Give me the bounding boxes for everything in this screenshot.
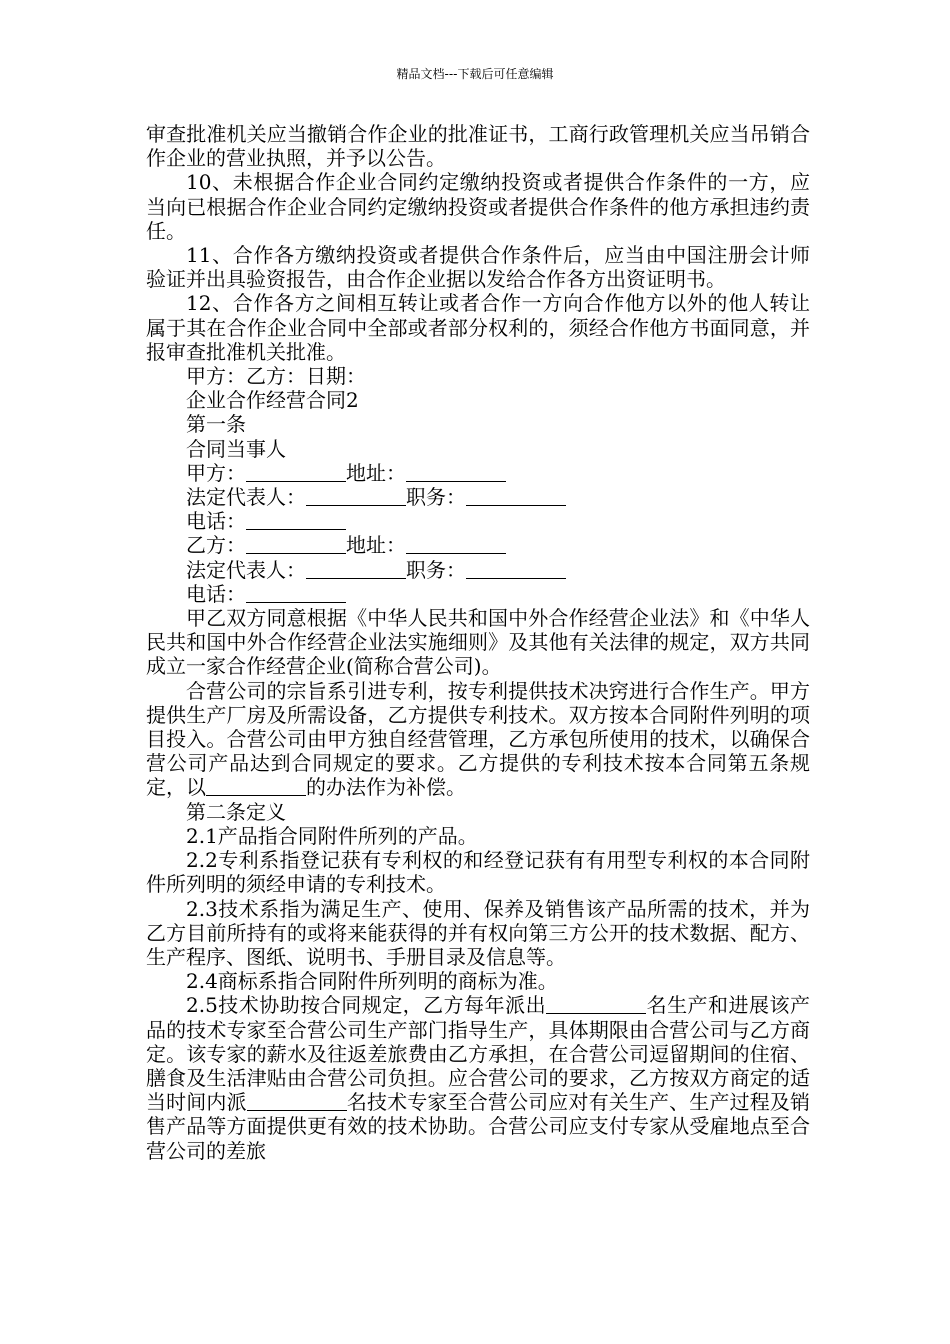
parties-heading: 合同当事人 <box>186 436 286 461</box>
definition-2-5-part2: 名生产和进展该产品的技术专家至合营公司生产部门指导生产，具体期限由合营公司与乙方商定。该专家的薪水及往返差旅费由乙方承担，在合营公司逗留期间的住宿、膳食及生活津贴由合营公司负担。应合营公司的要求，乙方按双方商定的适当时间内派 <box>146 993 810 1115</box>
clause-10: 10、未根据合作企业合同约定缴纳投资或者提供合作条件的一方，应当向已根据合作企业合同约定缴纳投资或者提供合作条件的他方承担违约责任。 <box>146 170 810 243</box>
company-purpose-tail: 的办法作为补偿。 <box>306 775 466 800</box>
definition-2-3: 2.3技术系指为满足生产、使用、保养及销售该产品所需的技术，并为乙方目前所持有的或将来能获得的并有权向第三方公开的技术数据、配方、生产程序、图纸、说明书、手册目录及信息等。 <box>146 896 810 969</box>
party-b-rep-blank[interactable] <box>306 558 406 579</box>
phone-label: 电话： <box>186 509 246 534</box>
signature-line: 甲方：乙方：日期： <box>186 364 366 389</box>
definition-2-4: 2.4商标系指合同附件所列明的商标为准。 <box>186 969 558 994</box>
party-a-blank[interactable] <box>246 461 346 482</box>
party-a-rep-blank[interactable] <box>306 485 406 506</box>
article-2-heading: 第二条定义 <box>186 799 286 824</box>
party-b-blank[interactable] <box>246 533 346 554</box>
party-a-label: 甲方： <box>186 460 246 485</box>
legal-rep-label: 法定代表人： <box>186 485 306 510</box>
party-b-rep-line <box>146 558 810 582</box>
party-b-position-blank[interactable] <box>466 558 566 579</box>
party-b-address-blank[interactable] <box>406 533 506 554</box>
party-a-phone-line <box>146 509 810 533</box>
party-a-position-blank[interactable] <box>466 485 566 506</box>
party-a-line <box>146 461 810 485</box>
legal-rep-label: 法定代表人： <box>186 557 306 582</box>
compensation-blank[interactable] <box>206 775 306 796</box>
clause-12: 12、合作各方之间相互转让或者合作一方向合作他方以外的他人转让属于其在合作企业合同中全部或者部分权利的，须经合作他方书面同意，并报审查批准机关批准。 <box>146 291 810 364</box>
definition-2-5-part1: 2.5技术协助按合同规定，乙方每年派出 <box>186 993 547 1018</box>
experts-count-blank[interactable] <box>546 993 646 1014</box>
definition-2-5 <box>146 993 810 1162</box>
company-purpose <box>146 679 810 800</box>
address-label: 地址： <box>346 460 406 485</box>
tech-experts-count-blank[interactable] <box>247 1090 347 1111</box>
article-1-heading: 第一条 <box>186 412 246 437</box>
address-label: 地址： <box>346 533 406 558</box>
paragraph-continuation: 审查批准机关应当撤销合作企业的批准证书，工商行政管理机关应当吊销合作企业的营业执照，并予以公告。 <box>146 122 810 171</box>
party-b-phone-blank[interactable] <box>246 582 346 603</box>
clause-11: 11、合作各方缴纳投资或者提供合作条件后，应当由中国注册会计师验证并出具验资报告，由合作企业据以发给合作各方出资证明书。 <box>146 243 810 292</box>
agreement-basis: 甲乙双方同意根据《中华人民共和国中外合作经营企业法》和《中华人民共和国中外合作经营企业法实施细则》及其他有关法律的规定，双方共同成立一家合作经营企业(简称合营公司)。 <box>146 606 810 679</box>
definition-2-5-part3: 名技术专家至合营公司应对有关生产、生产过程及销售产品等方面提供更有效的技术协助。合营公司应支付专家从受雇地点至合营公司的差旅 <box>146 1090 811 1163</box>
party-a-phone-blank[interactable] <box>246 509 346 530</box>
document-body <box>146 122 810 1163</box>
position-label: 职务： <box>406 557 466 582</box>
definition-2-1: 2.1产品指合同附件所列的产品。 <box>186 823 478 848</box>
page-header: 精品文档---下载后可任意编辑 <box>396 67 554 81</box>
definition-2-2: 2.2专利系指登记获有专利权的和经登记获有有用型专利权的本合同附件所列明的须经申请的专利技术。 <box>146 848 810 897</box>
party-b-phone-line <box>146 582 810 606</box>
party-a-rep-line <box>146 485 810 509</box>
phone-label: 电话： <box>186 581 246 606</box>
company-purpose-text: 合营公司的宗旨系引进专利，按专利提供技术决窍进行合作生产。甲方提供生产厂房及所需设备，乙方提供专利技术。双方按本合同附件列明的项目投入。合营公司由甲方独自经营管理，乙方承包所使用的技术，以确保合营公司产品达到合同规定的要求。乙方提供的专利技术按本合同第五条规定，以 <box>146 678 810 800</box>
party-b-line <box>146 533 810 557</box>
party-a-address-blank[interactable] <box>406 461 506 482</box>
position-label: 职务： <box>406 485 466 510</box>
party-b-label: 乙方： <box>186 533 246 558</box>
contract-title: 企业合作经营合同2 <box>186 388 359 413</box>
